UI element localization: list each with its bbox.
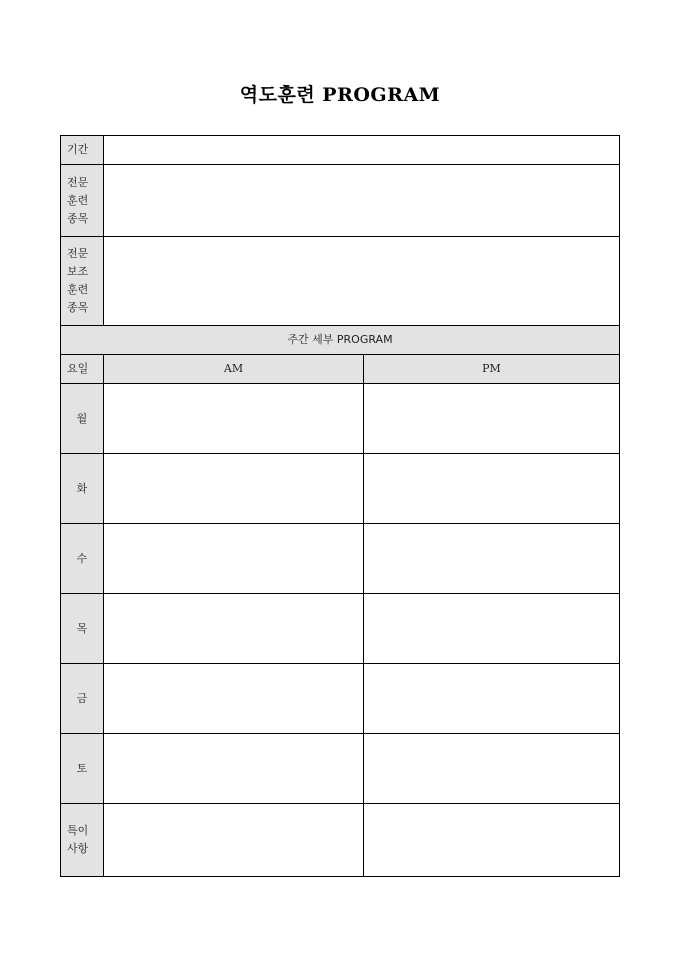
document-title: 역도훈련 PROGRAM: [239, 84, 441, 106]
day-label-thu: 목: [61, 594, 104, 664]
period-field[interactable]: [104, 136, 620, 165]
day-label-fri: 금: [61, 664, 104, 734]
main-training-label: [61, 165, 104, 237]
main-training-label-line: 훈련: [67, 193, 89, 207]
day-label-tue: 화: [61, 454, 104, 524]
notes-am-cell[interactable]: [104, 804, 364, 877]
am-cell-thu[interactable]: [104, 594, 364, 664]
notes-label-line: 특이: [67, 824, 89, 837]
day-label-mon: 월: [61, 384, 104, 454]
day-row-wed: [61, 524, 620, 594]
training-program-table: [60, 135, 620, 877]
notes-pm-cell[interactable]: [364, 804, 620, 877]
aux-training-label: [61, 237, 104, 326]
weekly-header-row: [61, 355, 620, 384]
am-cell-fri[interactable]: [104, 664, 364, 734]
pm-column-header: PM: [364, 355, 620, 384]
day-row-mon: [61, 384, 620, 454]
main-training-row: [61, 165, 620, 237]
main-training-field[interactable]: [104, 165, 620, 237]
pm-cell-sat[interactable]: [364, 734, 620, 804]
main-training-label-line: 종목: [67, 211, 89, 225]
am-cell-sat[interactable]: [104, 734, 364, 804]
am-cell-wed[interactable]: [104, 524, 364, 594]
pm-cell-fri[interactable]: [364, 664, 620, 734]
pm-cell-mon[interactable]: [364, 384, 620, 454]
main-training-label-line: 전문: [67, 175, 89, 189]
am-column-header: AM: [104, 355, 364, 384]
period-label: 기간: [61, 136, 104, 165]
aux-training-row: [61, 237, 620, 326]
notes-label-line: 사항: [67, 842, 89, 855]
day-row-tue: [61, 454, 620, 524]
weekly-section-row: [61, 326, 620, 355]
aux-training-label-line: 훈련: [67, 283, 89, 296]
pm-cell-thu[interactable]: [364, 594, 620, 664]
aux-training-field[interactable]: [104, 237, 620, 326]
am-cell-mon[interactable]: [104, 384, 364, 454]
day-label-sat: 토: [61, 734, 104, 804]
day-row-thu: [61, 594, 620, 664]
aux-training-label-line: 전문: [67, 247, 89, 260]
day-row-sat: [61, 734, 620, 804]
day-label-wed: 수: [61, 524, 104, 594]
pm-cell-tue[interactable]: [364, 454, 620, 524]
day-row-fri: [61, 664, 620, 734]
am-cell-tue[interactable]: [104, 454, 364, 524]
day-column-header: 요일: [61, 355, 104, 384]
weekly-section-title: 주간 세부 PROGRAM: [61, 326, 620, 355]
aux-training-label-line: 종목: [67, 301, 89, 314]
notes-label: [61, 804, 104, 877]
pm-cell-wed[interactable]: [364, 524, 620, 594]
notes-row: [61, 804, 620, 877]
period-row: [61, 136, 620, 165]
aux-training-label-line: 보조: [67, 265, 89, 278]
